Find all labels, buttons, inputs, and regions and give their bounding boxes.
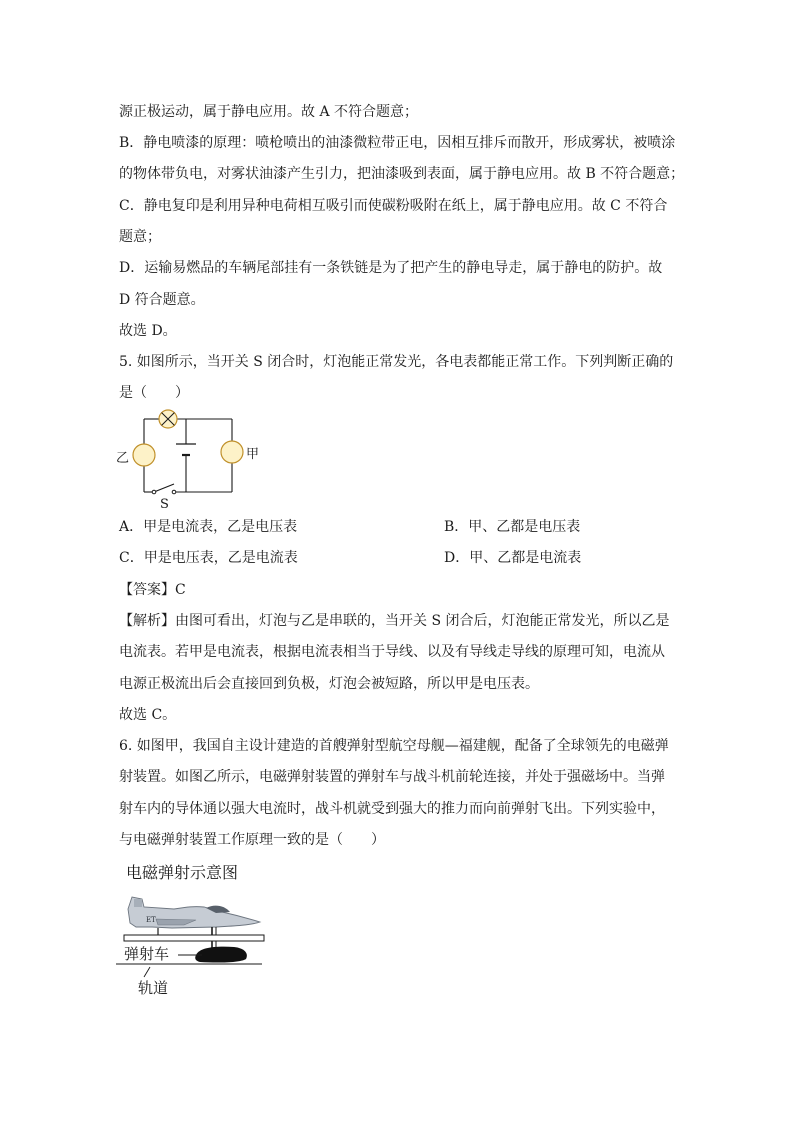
analysis-line: 电流表。若甲是电流表，根据电流表相当于导线、以及有导线走导线的原理可知，电流从: [119, 644, 665, 660]
analysis-line: 【解析】由图可看出，灯泡与乙是串联的，当开关 S 闭合后，灯泡能正常发光，所以乙是: [119, 613, 670, 629]
option-d: D．甲、乙都是电流表: [444, 550, 582, 566]
question-5-stem: 是（ ）: [119, 385, 189, 401]
label-track: 轨道: [138, 979, 169, 997]
text-line: 的物体带负电，对雾状油漆产生引力，把油漆吸到表面，属于静电应用。故 B 不符合题意；: [119, 166, 685, 182]
question-6-stem: 射车内的导体通以强大电流时，战斗机就受到强大的推力而向前弹射飞出。下列实验中，: [119, 801, 665, 817]
text-line: C．静电复印是利用异种电荷相互吸引而使碳粉吸附在纸上，属于静电应用。故 C 不符合: [119, 198, 668, 214]
label-yi: 乙: [116, 451, 130, 466]
fighter-jet-icon: [128, 897, 260, 928]
option-c: C．甲是电压表，乙是电流表: [119, 550, 298, 566]
meter-jia: [221, 441, 243, 463]
lamp-icon: [159, 410, 177, 428]
analysis-line: 电源正极流出后会直接回到负极，灯泡会被短路，所以甲是电压表。: [119, 676, 539, 692]
option-b: B．甲、乙都是电压表: [444, 519, 581, 535]
question-6-stem: 射装置。如图乙所示，电磁弹射装置的弹射车与战斗机前轮连接，并处于强磁场中。当弹: [119, 769, 665, 785]
figure-title: 电磁弹射示意图: [126, 863, 239, 882]
text-line: B．静电喷漆的原理：喷枪喷出的油漆微粒带正电，因相互排斥而散开，形成雾状，被喷涂: [119, 135, 676, 151]
label-switch-s: S: [160, 497, 169, 512]
catapult-diagram: [112, 893, 272, 999]
option-a: A．甲是电流表，乙是电压表: [119, 519, 298, 535]
analysis-line: 故选 C。: [119, 707, 177, 723]
switch-contact: [172, 490, 176, 494]
jet-marking: ET: [146, 916, 156, 924]
label-catapult-car: 弹射车: [124, 945, 170, 963]
text-line: 题意；: [119, 229, 161, 245]
question-6-stem: 6. 如图甲，我国自主设计建造的首艘弹射型航空母舰—福建舰，配备了全球领先的电磁弹: [119, 738, 669, 754]
text-line: 故选 D。: [119, 323, 177, 339]
answer: 【答案】C: [119, 582, 186, 598]
text-line: D．运输易燃品的车辆尾部挂有一条铁链是为了把产生的静电导走，属于静电的防护。故: [119, 260, 663, 276]
text-line: D 符合题意。: [119, 292, 205, 308]
catapult-car: [195, 947, 247, 963]
question-5-stem: 5. 如图所示，当开关 S 闭合时，灯泡能正常发光，各电表都能正常工作。下列判断正确的: [119, 354, 674, 370]
meter-yi: [133, 444, 155, 466]
switch-contact: [152, 490, 156, 494]
question-6-stem: 与电磁弹射装置工作原理一致的是（ ）: [119, 832, 385, 848]
label-jia: 甲: [246, 447, 260, 462]
text-line: 源正极运动，属于静电应用。故 A 不符合题意；: [119, 104, 419, 120]
deck-plate: [124, 935, 264, 941]
circuit-diagram: [114, 404, 274, 512]
